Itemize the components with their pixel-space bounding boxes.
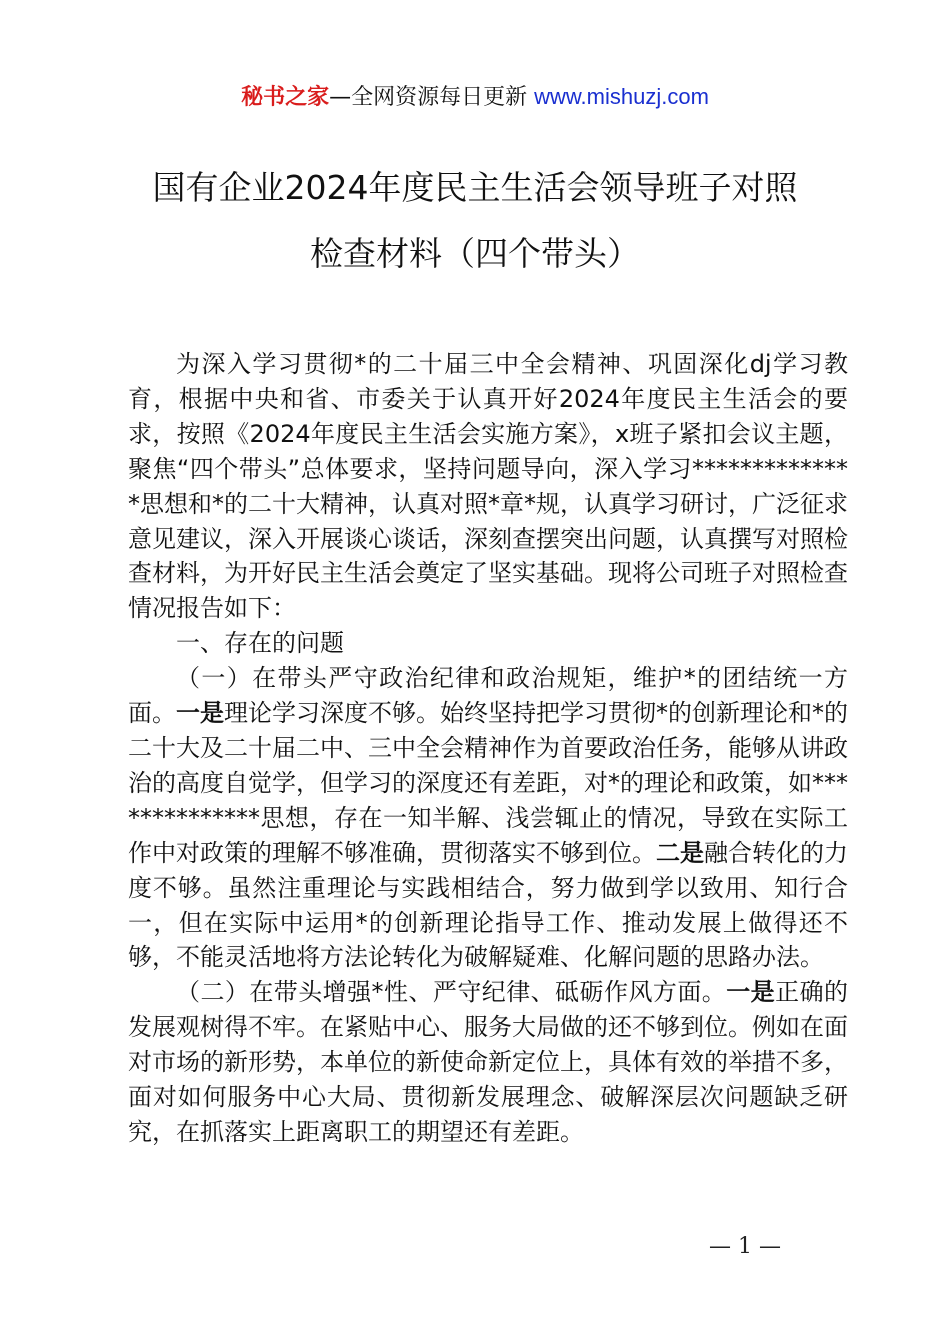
banner-url-link[interactable]: www.mishuzj.com	[534, 84, 709, 109]
banner-brand: 秘书之家	[241, 85, 330, 110]
problem-item-1-lead: （一）在带头严守政治纪律和政治规矩，维护*的团结统一方面。	[128, 664, 848, 728]
problem-item-1-point-1-text: 理论学习深度不够。始终坚持把学习贯彻*的创新理论和*的二十大及二十届二中、三中全会精神作为首要政治任务，能够从讲政治的高度自觉学，但学习的深度还有差距，对*的理论和政策，如**************思想，存在一知半解、浅尝辄止的情况，导致在实际工作中对政策的理解不够准确，贯彻落实不够到位。	[128, 699, 848, 867]
banner-slogan: —全网资源每日更新	[329, 85, 528, 110]
document-title-line-2: 检查材料（四个带头）	[310, 234, 640, 273]
problem-item-1-point-1-label: 一是	[176, 699, 224, 728]
document-title-line-1: 国有企业2024年度民主生活会领导班子对照	[152, 168, 798, 207]
intro-paragraph: 为深入学习贯彻*的二十届三中全会精神、巩固深化dj学习教育，根据中央和省、市委关于认真开好2024年度民主生活会的要求，按照《2024年度民主生活会实施方案》，x班子紧扣会议主题，聚焦“四个带头”总体要求，坚持问题导向，深入学习**************思想和*的二十大精神，认真对照*章*规，认真学习研讨，广泛征求意见建议，深入开展谈心谈话，深刻查摆突出问题，认真撰写对照检查材料，为开好民主生活会奠定了坚实基础。现将公司班子对照检查情况报告如下：	[128, 350, 848, 623]
problem-item-2-point-1-label: 一是	[726, 978, 776, 1007]
page-number: — 1 —	[709, 1234, 781, 1259]
problem-item-2-point-1-text: 正确的发展观树得不牢。在紧贴中心、服务大局做的还不够到位。例如在面对市场的新形势，本单位的新使命新定位上，具体有效的举措不多，面对如何服务中心大局、贯彻新发展理念、破解深层次问题缺乏研究，在抓落实上距离职工的期望还有差距。	[128, 978, 849, 1146]
problem-item-1	[128, 661, 848, 975]
section-heading-problems: 一、存在的问题	[176, 629, 344, 658]
problem-item-2	[128, 975, 848, 1150]
problem-item-1-point-2-text: 融合转化的力度不够。虽然注重理论与实践相结合，努力做到学以致用、知行合一，但在实际中运用*的创新理论指导工作、推动发展上做得还不够，不能灵活地将方法论转化为破解疑难、化解问题的思路办法。	[128, 838, 848, 972]
site-banner	[0, 82, 950, 113]
problem-item-1-point-2-label: 二是	[656, 838, 704, 867]
document-body	[128, 347, 848, 1150]
problem-item-2-lead: （二）在带头增强*性、严守纪律、砥砺作风方面。	[176, 978, 727, 1007]
